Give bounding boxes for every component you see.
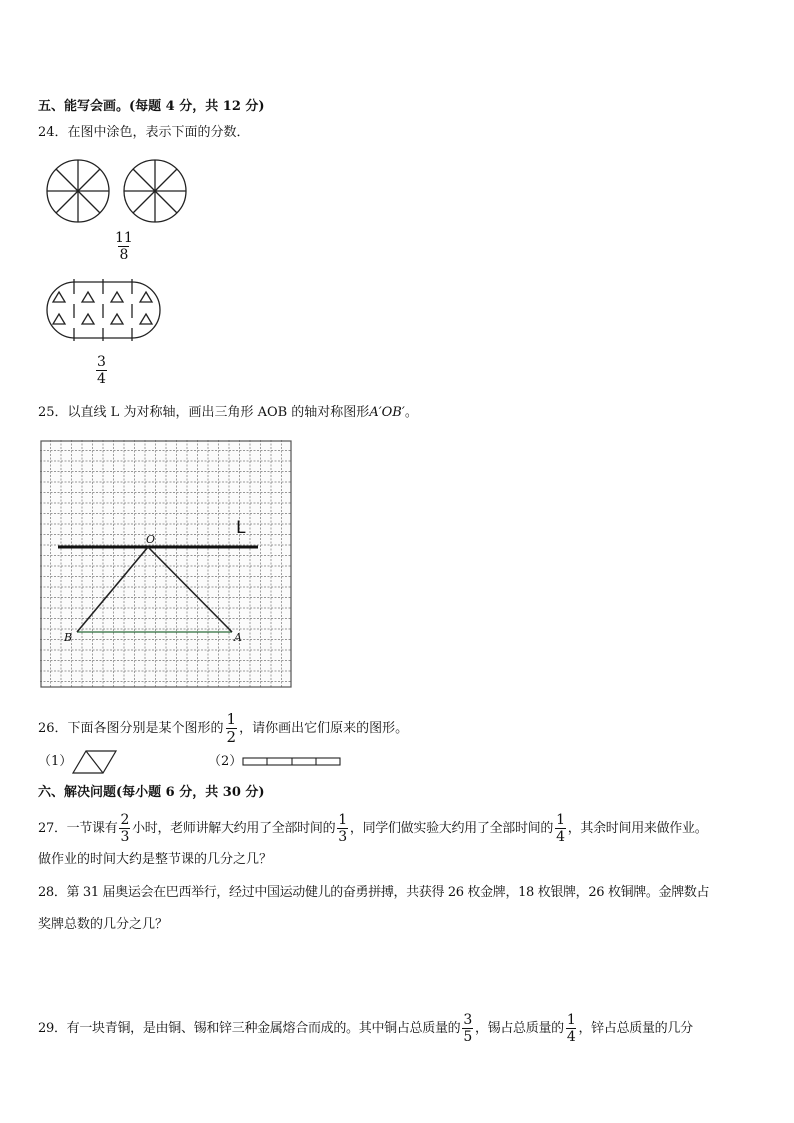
section6-heading: 六、解决问题(每小题 6 分，共 30 分) [38,785,265,800]
fraction-denominator: 5 [463,1029,472,1045]
fraction-denominator: 3 [338,829,347,845]
point-label-a: A [234,631,242,644]
triangles-oval-figure [46,278,162,342]
q28-line2: 奖牌总数的几分之几？ [38,917,169,932]
symmetry-grid [40,440,292,688]
fraction-numerator: 3 [463,1012,472,1028]
line-label-L: L [236,518,246,538]
fraction-numerator: 1 [338,812,347,828]
section5-heading: 五、能写会画。(每题 4 分，共 12 分) [38,99,265,114]
fraction-numerator: 1 [556,812,565,828]
q29-line1 [38,1012,693,1045]
q27-part2: 小时，老师讲解大约用了全部时间的 [132,820,336,836]
point-label-b: B [64,631,73,644]
fraction-denominator: 4 [556,829,565,845]
rectangle-strip-figure [242,757,342,767]
fraction-numerator: 2 [120,812,130,828]
fraction-numerator: 1 [226,710,237,728]
q29-part1: 29．有一块青铜，是由铜、锡和锌三种金属熔合而成的。其中铜占总质量的 [38,1020,461,1036]
q26-text [38,711,408,746]
q26-label-1: （1） [38,754,73,769]
q25-text-end: 。 [404,405,418,420]
q27-part1: 27．一节课有 [38,820,118,836]
fraction-numerator: 3 [97,354,106,370]
q27-part4: ，其余时间用来做作业。 [567,820,708,836]
q28-line1: 28．第 31 届奥运会在巴西举行，经过中国运动健儿的奋勇拼搏，共获得 26 枚金牌，18 枚银牌，26 枚铜牌。金牌数占 [38,885,710,900]
fraction-denominator: 4 [566,1029,576,1045]
fraction-denominator: 8 [119,247,129,263]
q24-text: 24．在图中涂色，表示下面的分数． [38,125,250,140]
q26-text-b: ，请你画出它们原来的图形。 [239,720,409,736]
fraction-numerator: 11 [115,230,133,246]
q26-text-a: 26．下面各图分别是某个图形的 [38,720,224,736]
fraction-denominator: 2 [226,728,237,746]
fraction-denominator: 4 [97,371,106,387]
q29-part2: ，锡占总质量的 [474,1020,564,1036]
circle-figure-2 [123,159,187,223]
q25-text-main: 25．以直线 L 为对称轴，画出三角形 AOB 的轴对称图形 [38,405,370,420]
point-label-o: O [146,533,156,546]
q27-line2: 做作业的时间大约是整节课的几分之几？ [38,852,273,867]
q25-text [38,404,418,422]
q26-label-2: （2） [208,754,243,769]
fraction-denominator: 3 [120,829,130,845]
q27-part3: ，同学们做实验大约用了全部时间的 [349,820,554,836]
fraction-11-8 [112,230,136,263]
q25-figure-name: A′OB′ [369,405,405,420]
parallelogram-figure [72,750,118,774]
q27-line1 [38,812,707,845]
q29-part3: ，锌占总质量的几分 [578,1020,693,1036]
circle-figure-1 [46,159,110,223]
fraction-3-4 [94,354,109,387]
fraction-numerator: 1 [566,1012,576,1028]
